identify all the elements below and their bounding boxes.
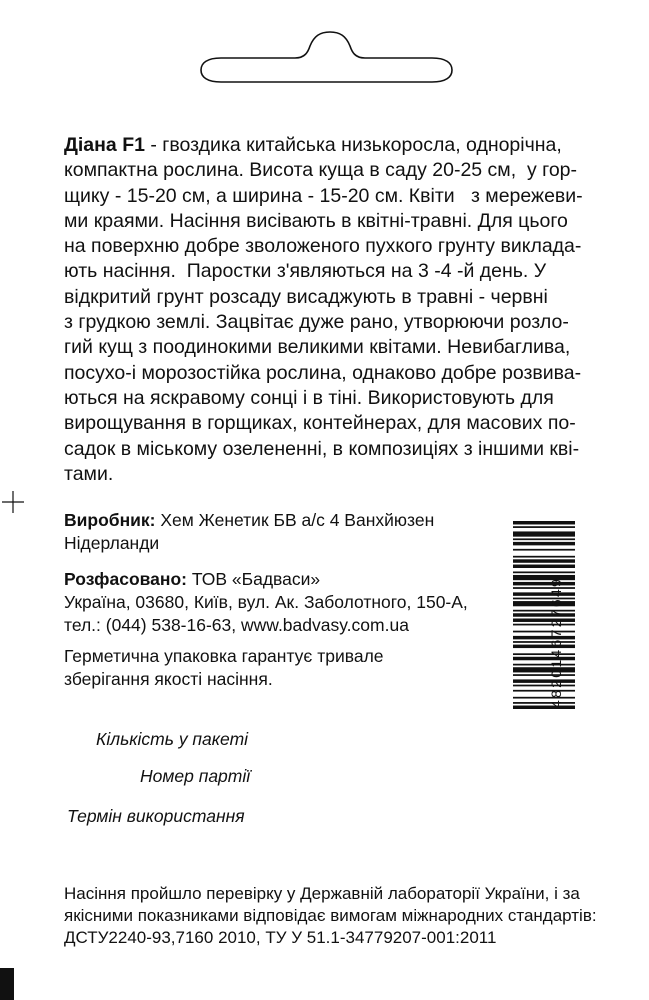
quantity-field-label: Кількість у пакеті (96, 729, 249, 749)
description-line: щику - 15-20 см, а ширина - 15-20 см. Квіти з мережеви- (64, 184, 583, 207)
producer-line-1 (64, 509, 434, 532)
barcode-bar (513, 706, 575, 709)
barcode-bar (513, 601, 575, 606)
certification-line-3: ДСТУ2240-93,7160 2010, ТУ У 51.1-34779207-001:2011 (64, 928, 497, 947)
barcode-bar (513, 697, 575, 699)
storage-line-1: Герметична упаковка гарантує тривале (64, 646, 384, 666)
barcode-bar (513, 641, 575, 643)
description-line: ються на яскравому сонці і в тіні. Використовують для (64, 386, 554, 409)
barcode-bar (513, 559, 575, 562)
hanger-slot-outline (0, 0, 649, 90)
barcode-bar (513, 631, 575, 633)
expiry-field-label: Термін використання (67, 806, 245, 826)
product-title: Діана F1 (64, 134, 145, 156)
barcode-bar (513, 636, 575, 639)
description-line: на поверхню добре зволоженого пухкого грунту виклада- (64, 235, 582, 258)
producer-info (64, 509, 434, 555)
certification-line-2: якісними показниками відповідає вимогам міжнародних стандартів: (64, 906, 597, 925)
batch-number-field-label: Номер партії (140, 766, 251, 786)
packer-info (64, 568, 468, 637)
barcode-bar (513, 664, 575, 666)
storage-line-2: зберігання якості насіння. (64, 669, 273, 689)
barcode-bar (513, 542, 575, 545)
certification-note (64, 883, 597, 949)
description-line: тами. (64, 462, 114, 485)
barcode-bar (513, 531, 575, 536)
barcode-bar (513, 674, 575, 676)
producer-label: Виробник: (64, 510, 156, 530)
description-line: відкритий грунт розсаду висаджують в травні - червні (64, 285, 548, 308)
packer-name: ТОВ «Бадваси» (186, 569, 321, 589)
description-line: ми краями. Насіння висівають в квітні-травні. Для цього (64, 209, 568, 232)
description-line: гий кущ з поодинокими великими квітами. Невибаглива, (64, 336, 571, 359)
barcode-bar (513, 613, 575, 616)
barcode-bar (513, 667, 575, 672)
barcode-bar (513, 624, 575, 626)
certification-line-1: Насіння пройшло перевірку у Державній лабораторії України, і за (64, 884, 580, 903)
barcode (513, 521, 575, 709)
barcode-bar (513, 587, 575, 589)
producer-name: Хем Женетик БВ а/с 4 Ванхйюзен (155, 510, 435, 530)
barcode-bar (513, 679, 575, 682)
barcode-bar (513, 521, 575, 524)
barcode-bar (513, 645, 575, 648)
description-line: з грудкою землі. Зацвітає дуже рано, утворюючи розло- (64, 311, 569, 334)
registration-crosshair-icon (2, 491, 24, 513)
producer-country: Нідерланди (64, 533, 160, 553)
barcode-bar (513, 592, 575, 595)
corner-print-mark (0, 968, 14, 1000)
packer-line-1 (64, 568, 468, 591)
barcode-bar (513, 565, 575, 568)
barcode-bar (513, 571, 575, 573)
barcode-bar (513, 657, 575, 660)
barcode-bar (513, 549, 575, 551)
barcode-bar (513, 610, 575, 612)
description-line: посухо-і морозостійка рослина, однаково добре розвива- (64, 361, 582, 384)
barcode-bar (513, 526, 575, 528)
barcode-bar (513, 575, 575, 580)
description-first-line (64, 133, 589, 158)
barcode-bar (513, 582, 575, 585)
description-first-line-text: - гвоздика китайська низькоросла, однорічна, (144, 134, 562, 156)
packer-contacts: тел.: (044) 538-16-63, www.badvasy.com.ua (64, 615, 409, 635)
description-line: ють насіння. Паростки з'являються на 3 -4 -й день. У (64, 260, 547, 283)
packer-address: Україна, 03680, Київ, вул. Ак. Заболотного, 150-А, (64, 592, 468, 612)
barcode-bar (513, 702, 575, 704)
barcode-bar (513, 618, 575, 621)
barcode-bar (513, 690, 575, 692)
barcode-bar (513, 538, 575, 540)
packer-label: Розфасовано: (64, 569, 187, 589)
description-line: садок в міському озелененні, в композиціях з іншими кві- (64, 437, 580, 460)
barcode-bar (513, 556, 575, 558)
product-description (64, 133, 589, 487)
barcode-bar (513, 653, 575, 655)
barcode-bar (513, 685, 575, 687)
description-line: вирощування в горщиках, контейнерах, для масових по- (64, 412, 576, 435)
barcode-digits: 4820146727649 (548, 576, 564, 708)
description-line: компактна рослина. Висота куща в саду 20-25 см, у гор- (64, 159, 577, 182)
barcode-bar (513, 598, 575, 600)
storage-note (64, 645, 384, 691)
